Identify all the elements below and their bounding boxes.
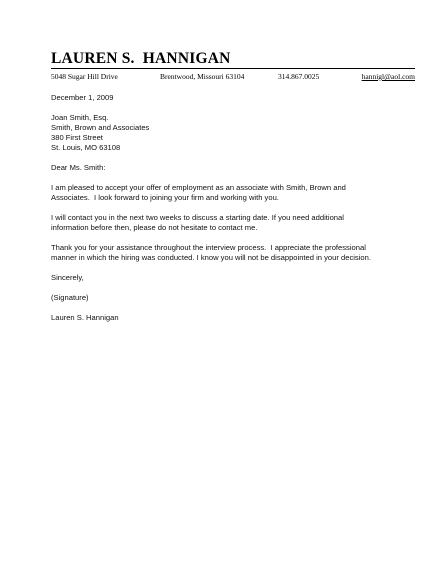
sender-name: LAUREN S. HANNIGAN <box>51 50 231 67</box>
sender-city: Brentwood, Missouri 63104 <box>160 72 245 81</box>
recipient-name: Joan Smith, Esq. <box>51 113 109 122</box>
paragraph-contact <box>51 213 391 233</box>
salutation <box>51 163 391 173</box>
sender-address: 5048 Sugar Hill Drive <box>51 72 118 81</box>
sender-phone: 314.867.0025 <box>278 72 320 81</box>
signer-name: Lauren S. Hannigan <box>51 313 119 322</box>
recipient-street: 380 First Street <box>51 133 103 142</box>
sender-email-link[interactable]: hannigl@aol.com <box>361 72 415 81</box>
paragraph-thanks <box>51 243 391 263</box>
letterhead <box>51 50 415 82</box>
paragraph-line: I will contact you in the next two weeks to discuss a starting date. If you need additional <box>51 213 344 222</box>
signature-text: (Signature) <box>51 293 89 302</box>
contact-row <box>51 71 415 82</box>
closing-text: Sincerely, <box>51 273 84 282</box>
paragraph-line: manner in which the hiring was conducted. I know you will not be disappointed in your decision. <box>51 253 371 262</box>
letter-date <box>51 93 391 103</box>
signer-block <box>51 313 391 323</box>
signature-placeholder <box>51 293 391 303</box>
closing <box>51 273 391 283</box>
salutation-text: Dear Ms. Smith: <box>51 163 106 172</box>
paragraph-line: information before then, please do not hesitate to contact me. <box>51 223 258 232</box>
letter-body <box>51 93 391 333</box>
recipient-city: St. Louis, MO 63108 <box>51 143 121 152</box>
letterhead-rule <box>51 68 415 69</box>
recipient-block <box>51 113 391 153</box>
paragraph-line: Thank you for your assistance throughout the interview process. I appreciate the professional <box>51 243 366 252</box>
paragraph-line: Associates. I look forward to joining your firm and working with you. <box>51 193 279 202</box>
date-text: December 1, 2009 <box>51 93 114 102</box>
paragraph-line: I am pleased to accept your offer of employment as an associate with Smith, Brown and <box>51 183 346 192</box>
recipient-company: Smith, Brown and Associates <box>51 123 150 132</box>
paragraph-acceptance <box>51 183 391 203</box>
